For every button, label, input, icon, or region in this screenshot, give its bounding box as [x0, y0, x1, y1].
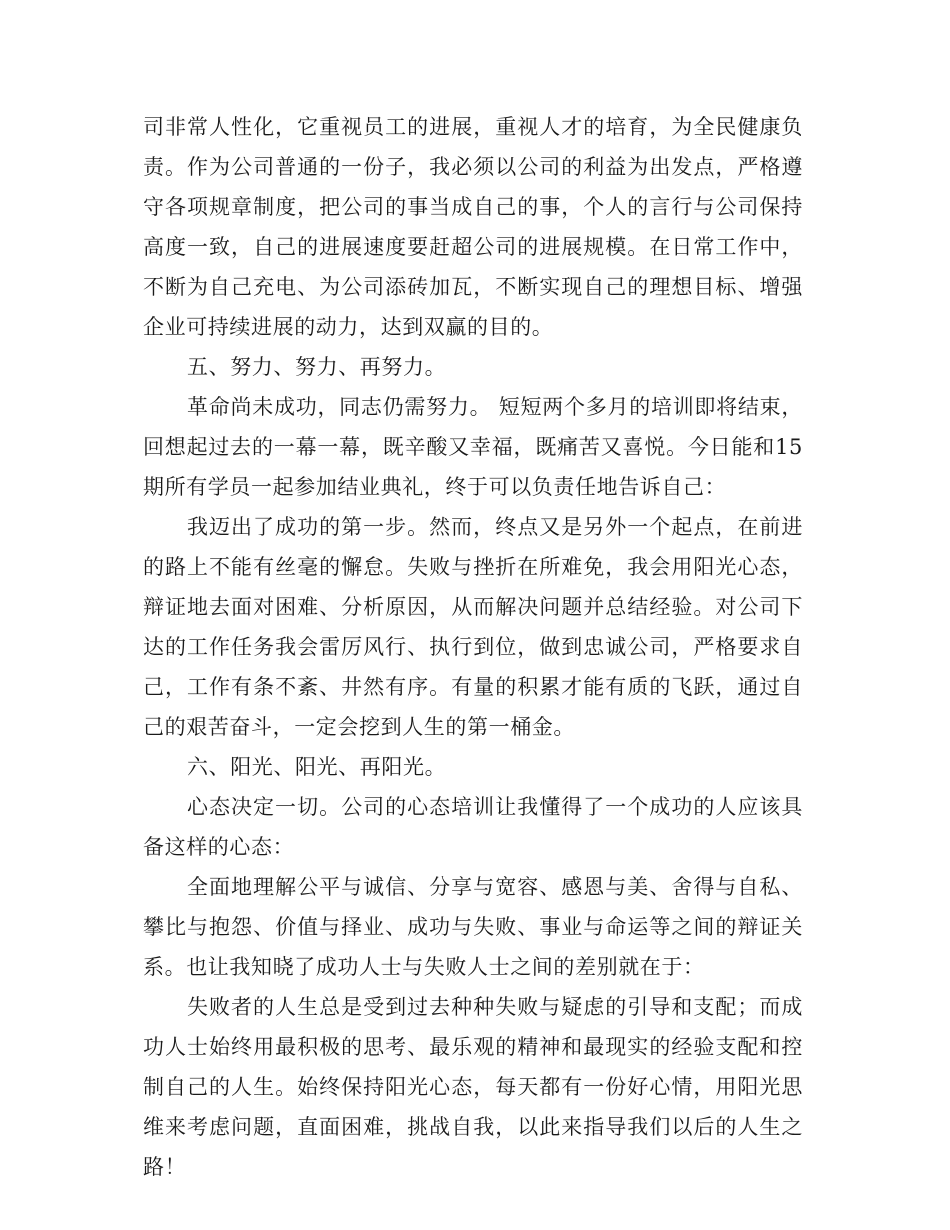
document-body	[143, 107, 803, 1187]
section-heading-six: 六、阳光、阳光、再阳光。	[187, 755, 447, 779]
paragraph: 全面地理解公平与诚信、分享与宽容、感恩与美、舍得与自私、攀比与抱怨、价值与择业、成功与失败、事业与命运等之间的辩证关系。也让我知晓了成功人士与失败人士之间的差别就在于：	[143, 875, 803, 979]
section-heading-five: 五、努力、努力、再努力。	[187, 355, 447, 379]
paragraph: 我迈出了成功的第一步。然而，终点又是另外一个起点，在前进的路上不能有丝毫的懈怠。失败与挫折在所难免，我会用阳光心态，辩证地去面对困难、分析原因，从而解决问题并总结经验。对公司下达的工作任务我会雷厉风行、执行到位，做到忠诚公司，严格要求自己，工作有条不紊、井然有序。有量的积累才能有质的飞跃，通过自己的艰苦奋斗，一定会挖到人生的第一桶金。	[143, 515, 803, 739]
paragraph: 失败者的人生总是受到过去种种失败与疑虑的引导和支配；而成功人士始终用最积极的思考、最乐观的精神和最现实的经验支配和控制自己的人生。始终保持阳光心态，每天都有一份好心情，用阳光思维来考虑问题，直面困难，挑战自我，以此来指导我们以后的人生之路！	[143, 995, 803, 1179]
paragraph: 革命尚未成功，同志仍需努力。 短短两个多月的培训即将结束，回想起过去的一幕一幕，既辛酸又幸福，既痛苦又喜悦。今日能和15期所有学员一起参加结业典礼，终于可以负责任地告诉自己：	[143, 395, 803, 499]
paragraph: 心态决定一切。公司的心态培训让我懂得了一个成功的人应该具备这样的心态：	[143, 795, 803, 859]
paragraph-continuation: 司非常人性化，它重视员工的进展，重视人才的培育，为全民健康负责。作为公司普通的一份子，我必须以公司的利益为出发点，严格遵守各项规章制度，把公司的事当成自己的事，个人的言行与公司保持高度一致，自己的进展速度要赶超公司的进展规模。在日常工作中，不断为自己充电、为公司添砖加瓦，不断实现自己的理想目标、增强企业可持续进展的动力，达到双赢的目的。	[143, 115, 803, 339]
